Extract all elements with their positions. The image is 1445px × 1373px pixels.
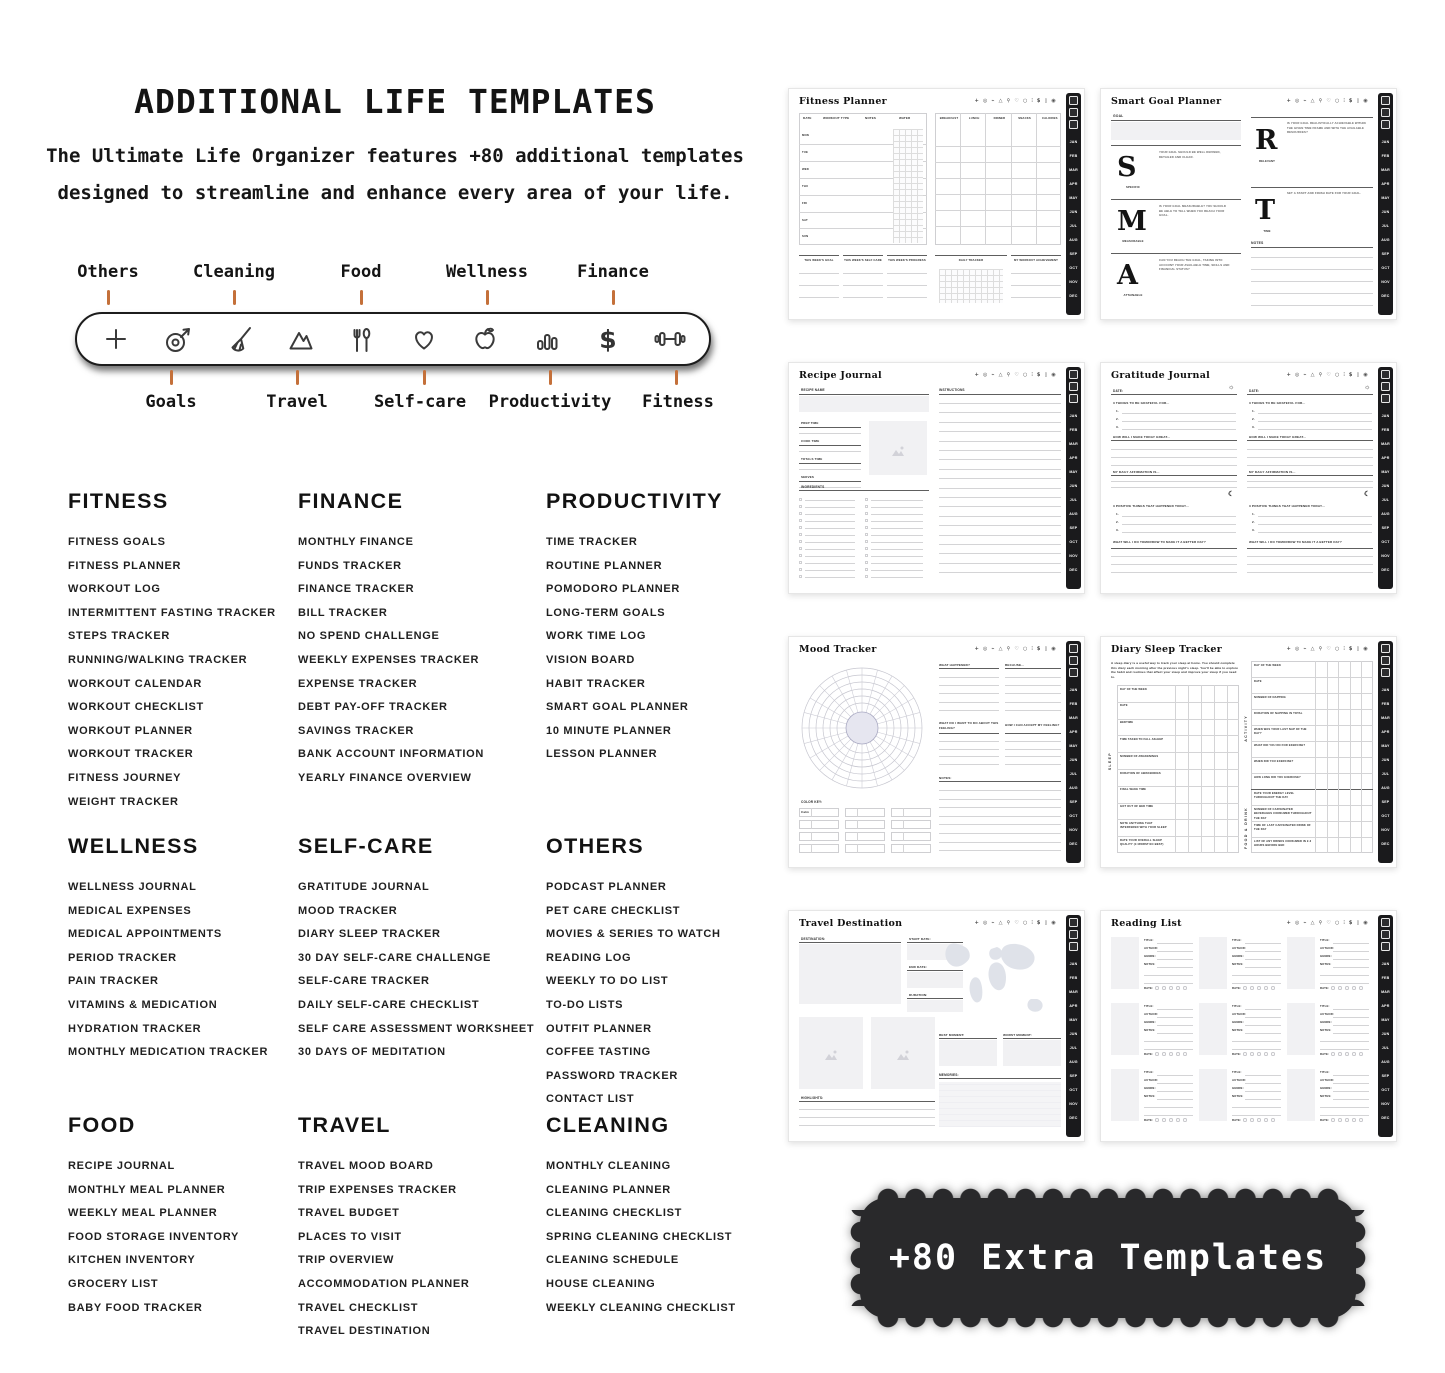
template-preview-smart-goal-planner: GOAL S SPECIFIC YOUR GOAL SHOULD BE WELL DEFINED, DETAILED AND CLEAR. M MEASURABLE IS YOUR GOAL MEASURABLE? YOU SHOULD BE ABLE TO TELL WHEN YOU REACH YOUR GOAL. A ATTAINABLE CAN YOU REACH THE GOAL, TAKING INTO ACCOUNT YOUR AVAILABLE TIME, SKILLS AND FINANCIAL STATUS? R RELEVANT IS YOUR GOAL REALISTICALLY ACHIEVABLE WITHIN THE GIVEN TIME FRAME AND WITH THE AVAILABLE RESOURCES? T TIME SET A START AND FINISH DATE FOR YOUR GOAL. NOTES Smart Goal Planner + ◎ ⌁ △ ⚲ ♡ ○ ⫶ $ ▯ ◉ JAN FEB MAR APR MAY JUN JUL AUG SEP OCT NOV DEC [1100, 88, 1397, 320]
month-tab: FEB [1069, 154, 1078, 159]
template-list-item: SELF-CARE TRACKER [298, 975, 430, 988]
template-list-item: WORKOUT CALENDAR [68, 677, 203, 690]
label-goals: Goals [145, 392, 197, 412]
heart-icon [407, 322, 441, 356]
template-list-item: COFFEE TASTING [546, 1046, 651, 1059]
sidebar-tool-icon [1381, 644, 1390, 653]
template-list-item: BABY FOOD TRACKER [68, 1301, 203, 1314]
month-tab-bar [1066, 93, 1081, 315]
template-list-item: MEDICAL EXPENSES [68, 904, 192, 917]
month-tab: FEB [1381, 976, 1390, 981]
month-tab: JUL [1069, 498, 1078, 503]
extra-templates-badge [860, 1198, 1356, 1318]
sidebar-tool-icon [1381, 668, 1390, 677]
template-list-item: CLEANING SCHEDULE [546, 1254, 679, 1267]
month-tab: OCT [1069, 814, 1078, 819]
template-list-item: TIME TRACKER [546, 536, 638, 548]
page-toolbar-icons: + ◎ ⌁ △ ⚲ ♡ ○ ⫶ $ ▯ ◉ [974, 646, 1057, 652]
category-title: WELLNESS [68, 834, 199, 858]
month-tab: JAN [1381, 414, 1390, 419]
category-productivity [546, 489, 778, 767]
template-list-item: GROCERY LIST [68, 1277, 159, 1290]
month-tab: JUN [1381, 484, 1390, 489]
template-list-item: PODCAST PLANNER [546, 881, 667, 893]
month-tab: NOV [1069, 554, 1078, 559]
template-list-item: 30 DAYS OF MEDITATION [298, 1046, 446, 1059]
template-list-item: PET CARE CHECKLIST [546, 904, 681, 917]
label-others: Others [77, 262, 139, 282]
dumbbell-icon [653, 322, 687, 356]
month-tab: MAR [1381, 716, 1390, 721]
month-tab: JAN [1381, 140, 1390, 145]
month-tab: NOV [1381, 280, 1390, 285]
preview-title: Fitness Planner [799, 96, 887, 107]
month-tab: FEB [1069, 976, 1078, 981]
sidebar-tool-icon [1069, 108, 1078, 117]
month-tab-bar [1378, 641, 1393, 863]
template-list-item: TRAVEL CHECKLIST [298, 1301, 419, 1314]
month-tab: SEP [1381, 252, 1390, 257]
month-tab: MAR [1381, 168, 1390, 173]
template-list-item: ROUTINE PLANNER [546, 559, 663, 572]
month-tab-bar [1378, 93, 1393, 315]
template-list-item: WORKOUT TRACKER [68, 748, 194, 761]
template-preview-mood-tracker: COLOR KEY: Calm WHAT HAPPENED? BECAUSE... WHAT DO I WANT TO DO ABOUT THIS FEELING? HOW I CAN ACCEPT MY FEELING? NOTES: Mood Tracker + ◎ ⌁ △ ⚲ ♡ ○ ⫶ $ ▯ ◉ JAN FEB MAR APR MAY JUN JUL AUG SEP OCT NOV DEC [788, 636, 1085, 868]
label-travel: Travel [266, 392, 328, 412]
template-list-item: SELF CARE ASSESSMENT WORKSHEET [298, 1022, 535, 1035]
template-list-item: CLEANING PLANNER [546, 1183, 671, 1196]
sidebar-tool-icon [1069, 370, 1078, 379]
template-preview-recipe-journal: RECIPE NAME PREP TIME COOK TIME TOTALS TIME SERVES INGREDIENTS INSTRUCTIONS Recipe Journal + ◎ ⌁ △ ⚲ ♡ ○ ⫶ $ ▯ ◉ JAN FEB MAR APR MAY JUN JUL AUG SEP OCT NOV DEC [788, 362, 1085, 594]
sidebar-tool-icon [1381, 382, 1390, 391]
template-list-item: FITNESS PLANNER [68, 559, 182, 572]
template-list-item: TRAVEL MOOD BOARD [298, 1160, 434, 1172]
month-tab-bar [1066, 367, 1081, 589]
category-selfcare [298, 834, 535, 1065]
month-tab: SEP [1069, 1074, 1078, 1079]
template-list-item: WORKOUT PLANNER [68, 724, 193, 737]
template-list-item: DIARY SLEEP TRACKER [298, 928, 441, 941]
sidebar-tool-icon [1381, 370, 1390, 379]
preview-title: Recipe Journal [799, 370, 882, 381]
month-tab: NOV [1381, 828, 1390, 833]
month-tab: AUG [1381, 1060, 1390, 1065]
month-tab: JUL [1381, 224, 1390, 229]
month-tab: SEP [1381, 526, 1390, 531]
category-title: CLEANING [546, 1113, 670, 1137]
month-tab-bar [1066, 641, 1081, 863]
tick-fitness [675, 370, 678, 385]
label-cleaning: Cleaning [193, 262, 275, 282]
month-tab: FEB [1381, 702, 1390, 707]
month-tab: DEC [1069, 842, 1078, 847]
month-tab: FEB [1069, 702, 1078, 707]
template-list-item: MONTHLY MEAL PLANNER [68, 1183, 226, 1196]
template-list-item: EXPENSE TRACKER [298, 677, 418, 690]
template-list-item: FINANCE TRACKER [298, 583, 415, 596]
month-tab: MAR [1069, 168, 1078, 173]
month-tab: MAY [1381, 1018, 1390, 1023]
template-preview-reading-list: TITLE: AUTHOR: GENRE: NOTES: RATE: TITLE: AUTHOR: GENRE: NOTES: RATE: TITLE: AUTHOR: GENRE: NOTES: RATE: TITLE: AUTHOR: GENRE: NOTES: RATE: TITLE: AUTHOR: GENRE: NOTES: RATE: TITLE: AUTHOR: GENRE: NOTES: RATE: TITLE: AUTHOR: GENRE: NOTES: RATE: TITLE: AUTHOR: GENRE: NOTES: RATE: TITLE: AUTHOR: GENRE: NOTES: RATE: Reading List + ◎ ⌁ △ ⚲ ♡ ○ ⫶ $ ▯ ◉ JAN FEB MAR APR MAY JUN JUL AUG SEP OCT NOV DEC [1100, 910, 1397, 1142]
month-tab: APR [1069, 730, 1078, 735]
template-list-item: INTERMITTENT FASTING TRACKER [68, 606, 276, 619]
template-list-item: MEDICAL APPOINTMENTS [68, 928, 222, 941]
sidebar-tool-icon [1381, 96, 1390, 105]
month-tab-bar [1066, 915, 1081, 1137]
month-tab: SEP [1069, 526, 1078, 531]
sidebar-tool-icon [1381, 108, 1390, 117]
template-list-item: WORK TIME LOG [546, 630, 647, 643]
sidebar-tool-icon [1381, 394, 1390, 403]
template-list-item: FOOD STORAGE INVENTORY [68, 1230, 240, 1243]
month-tab: OCT [1069, 540, 1078, 545]
page-toolbar-icons: + ◎ ⌁ △ ⚲ ♡ ○ ⫶ $ ▯ ◉ [1286, 98, 1369, 104]
category-title: FITNESS [68, 489, 169, 513]
month-tab: OCT [1381, 814, 1390, 819]
template-list-item: HOUSE CLEANING [546, 1277, 656, 1290]
subtitle-line-1: The Ultimate Life Organizer features +80 additional templates [46, 145, 744, 167]
template-list-item: 10 MINUTE PLANNER [546, 724, 672, 737]
template-list-item: TRAVEL DESTINATION [298, 1325, 431, 1338]
month-tab: DEC [1381, 568, 1390, 573]
category-title: SELF-CARE [298, 834, 434, 858]
category-title: FINANCE [298, 489, 404, 513]
template-list-item: TRIP OVERVIEW [298, 1254, 395, 1267]
month-tab: NOV [1069, 1102, 1078, 1107]
month-tab: OCT [1381, 1088, 1390, 1093]
template-list-item: MOOD TRACKER [298, 904, 398, 917]
cutlery-icon [345, 322, 379, 356]
sidebar-tool-icon [1381, 656, 1390, 665]
category-others [546, 834, 778, 1112]
template-list-item: PAIN TRACKER [68, 975, 159, 988]
label-food: Food [340, 262, 382, 282]
sidebar-tool-icon [1069, 382, 1078, 391]
month-tab: MAY [1069, 196, 1078, 201]
month-tab: JUL [1381, 498, 1390, 503]
sidebar-tool-icon [1069, 656, 1078, 665]
month-tab: OCT [1381, 540, 1390, 545]
month-tab: APR [1069, 182, 1078, 187]
month-tab: APR [1381, 1004, 1390, 1009]
month-tab: AUG [1381, 238, 1390, 243]
label-finance: Finance [577, 262, 649, 282]
month-tab: MAY [1069, 744, 1078, 749]
template-list-item: MONTHLY FINANCE [298, 536, 414, 548]
template-list-item: MOVIES & SERIES TO WATCH [546, 928, 721, 941]
tick-others [107, 290, 110, 305]
sidebar-tool-icon [1069, 96, 1078, 105]
template-list-item: READING LOG [546, 951, 632, 964]
category-title: OTHERS [546, 834, 644, 858]
template-preview-diary-sleep-tracker: A sleep diary is a useful way to track your sleep at home. You should complete this diary each morning after the previous night's sleep. You'll be able to explore the habit and routines that affect your sleep and improve your sleep if you need to. SLEEP DAY OF THE WEEK DATE BEDTIME TIME TAKEN TO FALL ASLEEP NUMBER OF AWAKENINGS DURATION OF AWAKENINGS FINAL WAKE TIME GOT OUT OF BED TIME NOTE ANYTHING THAT INTERFERED WITH YOUR SLEEP RATE YOUR OVERALL SLEEP QUALITY (1=WORST/10=BEST) ACTIVITY FOOD & DRINK DAY OF THE WEEK DATE NUMBER OF NAPPING DURATION OF NAPPING IN TOTAL WHEN WAS YOUR LAST NAP OF THE DAY? WHAT DID YOU DO FOR EXERCISE? WHEN DID YOU EXERCISE? HOW LONG DID YOU EXERCISE? RATE YOUR ENERGY LEVEL THROUGHOUT THE DAY NUMBER OF CAFFEINATED BEVERAGES CONSUMED THROUGHOUT THE DAY TIME OF LAST CAFFEINATED DRINK OF THE DAY LIST OF ANY DRINKS CONSUMED IN 2-3 HOURS BEFORE BED Diary Sleep Tracker + ◎ ⌁ △ ⚲ ♡ ○ ⫶ $ ▯ ◉ JAN FEB MAR APR MAY JUN JUL AUG SEP OCT NOV DEC [1100, 636, 1397, 868]
template-list-item: DAILY SELF-CARE CHECKLIST [298, 998, 480, 1011]
month-tab: SEP [1069, 252, 1078, 257]
preview-title: Smart Goal Planner [1111, 96, 1222, 107]
template-list-item: KITCHEN INVENTORY [68, 1254, 196, 1267]
template-list-item: ACCOMMODATION PLANNER [298, 1277, 470, 1290]
month-tab: MAR [1381, 990, 1390, 995]
month-tab: MAR [1069, 716, 1078, 721]
month-tab: JUN [1381, 210, 1390, 215]
template-list-item: WELLNESS JOURNAL [68, 881, 197, 893]
template-list-item: WORKOUT LOG [68, 583, 161, 596]
page-subtitle [30, 138, 760, 212]
template-list-item: LONG-TERM GOALS [546, 606, 666, 619]
sidebar-tool-icon [1381, 942, 1390, 951]
label-selfcare: Self-care [373, 392, 467, 412]
page-toolbar-icons: + ◎ ⌁ △ ⚲ ♡ ○ ⫶ $ ▯ ◉ [1286, 920, 1369, 926]
month-tab: JAN [1069, 688, 1078, 693]
page-toolbar-icons: + ◎ ⌁ △ ⚲ ♡ ○ ⫶ $ ▯ ◉ [1286, 372, 1369, 378]
sidebar-tool-icon [1069, 930, 1078, 939]
month-tab: DEC [1069, 568, 1078, 573]
template-list-item: HABIT TRACKER [546, 677, 646, 690]
month-tab-bar [1378, 367, 1393, 589]
template-list-item: LESSON PLANNER [546, 748, 658, 761]
month-tab: AUG [1069, 1060, 1078, 1065]
month-tab: JAN [1069, 962, 1078, 967]
template-list-item: POMODORO PLANNER [546, 583, 681, 596]
month-tab: NOV [1381, 1102, 1390, 1107]
tick-cleaning [233, 290, 236, 305]
category-title: PRODUCTIVITY [546, 489, 723, 513]
month-tab: JUN [1069, 484, 1078, 489]
month-tab: NOV [1069, 828, 1078, 833]
template-list-item: MONTHLY MEDICATION TRACKER [68, 1046, 269, 1059]
month-tab: JUN [1069, 210, 1078, 215]
tick-travel [296, 370, 299, 385]
template-list-item: OUTFIT PLANNER [546, 1022, 652, 1035]
mountains-icon [284, 322, 318, 356]
template-list-item: CLEANING CHECKLIST [546, 1207, 683, 1220]
month-tab: JUN [1069, 1032, 1078, 1037]
month-tab: APR [1381, 456, 1390, 461]
month-tab: FEB [1381, 154, 1390, 159]
icon-pill [75, 312, 711, 366]
month-tab: FEB [1069, 428, 1078, 433]
template-list-item: SAVINGS TRACKER [298, 724, 415, 737]
month-tab: SEP [1381, 1074, 1390, 1079]
month-tab: APR [1381, 730, 1390, 735]
tick-productivity [549, 370, 552, 385]
month-tab: JAN [1069, 140, 1078, 145]
month-tab: MAR [1381, 442, 1390, 447]
category-cleaning [546, 1113, 778, 1320]
category-food [68, 1113, 300, 1320]
month-tab: OCT [1381, 266, 1390, 271]
month-tab: JAN [1069, 414, 1078, 419]
page-title: ADDITIONAL LIFE TEMPLATES [134, 82, 656, 121]
month-tab: NOV [1381, 554, 1390, 559]
template-list-item: WEEKLY EXPENSES TRACKER [298, 653, 480, 666]
template-list-item: HYDRATION TRACKER [68, 1022, 202, 1035]
template-list-item: SPRING CLEANING CHECKLIST [546, 1230, 733, 1243]
template-list-item: VISION BOARD [546, 653, 636, 666]
category-wellness [68, 834, 300, 1065]
template-preview-gratitude-journal: DATE: ☼ 3 THINGS TO BE GRATEFUL FOR... 1. 2. 3. HOW WILL I MAKE TODAY GREAT... MY DAILY AFFIRMATION IS... ☾ 3 POSITIVE THINGS THAT HAPPENED TODAY... 1. 2. 3. WHAT WILL I DO TOMORROW TO MAKE IT A BETTER DAY? DATE: ☼ 3 THINGS TO BE GRATEFUL FOR... 1. 2. 3. HOW WILL I MAKE TODAY GREAT... MY DAILY AFFIRMATION IS... ☾ 3 POSITIVE THINGS THAT HAPPENED TODAY... 1. 2. 3. WHAT WILL I DO TOMORROW TO MAKE IT A BETTER DAY? Gratitude Journal + ◎ ⌁ △ ⚲ ♡ ○ ⫶ $ ▯ ◉ JAN FEB MAR APR MAY JUN JUL AUG SEP OCT NOV DEC [1100, 362, 1397, 594]
month-tab-bar [1378, 915, 1393, 1137]
month-tab: JUN [1381, 1032, 1390, 1037]
apple-icon [468, 322, 502, 356]
tick-goals [170, 370, 173, 385]
sidebar-tool-icon [1381, 930, 1390, 939]
category-finance [298, 489, 530, 791]
month-tab: JUN [1069, 758, 1078, 763]
page-toolbar-icons: + ◎ ⌁ △ ⚲ ♡ ○ ⫶ $ ▯ ◉ [974, 98, 1057, 104]
month-tab: JUL [1069, 1046, 1078, 1051]
dollar-icon [591, 322, 625, 356]
month-tab: AUG [1069, 238, 1078, 243]
template-list-item: STEPS TRACKER [68, 630, 170, 643]
template-list-item: NO SPEND CHALLENGE [298, 630, 440, 643]
template-list-item: FITNESS GOALS [68, 536, 166, 548]
bar-chart-icon [530, 322, 564, 356]
page-toolbar-icons: + ◎ ⌁ △ ⚲ ♡ ○ ⫶ $ ▯ ◉ [974, 920, 1057, 926]
tick-selfcare [423, 370, 426, 385]
template-list-item: BILL TRACKER [298, 606, 388, 619]
category-title: FOOD [68, 1113, 136, 1137]
broom-icon [222, 322, 256, 356]
month-tab: JAN [1381, 962, 1390, 967]
month-tab: JAN [1381, 688, 1390, 693]
month-tab: NOV [1069, 280, 1078, 285]
template-list-item: TRAVEL BUDGET [298, 1207, 400, 1220]
label-fitness: Fitness [642, 392, 714, 412]
template-list-item: BANK ACCOUNT INFORMATION [298, 748, 485, 761]
month-tab: OCT [1069, 266, 1078, 271]
template-list-item: YEARLY FINANCE OVERVIEW [298, 771, 472, 784]
month-tab: MAR [1069, 990, 1078, 995]
month-tab: AUG [1381, 786, 1390, 791]
template-list-item: MONTHLY CLEANING [546, 1160, 671, 1172]
month-tab: AUG [1069, 786, 1078, 791]
sidebar-tool-icon [1069, 942, 1078, 951]
template-list-item: WEEKLY MEAL PLANNER [68, 1207, 218, 1220]
template-list-item: CONTACT LIST [546, 1093, 635, 1106]
month-tab: DEC [1069, 1116, 1078, 1121]
template-list-item: TO-DO LISTS [546, 998, 624, 1011]
template-list-item: VITAMINS & MEDICATION [68, 998, 218, 1011]
sidebar-tool-icon [1069, 918, 1078, 927]
month-tab: OCT [1069, 1088, 1078, 1093]
page-toolbar-icons: + ◎ ⌁ △ ⚲ ♡ ○ ⫶ $ ▯ ◉ [1286, 646, 1369, 652]
label-wellness: Wellness [446, 262, 528, 282]
template-list-item: PLACES TO VISIT [298, 1230, 402, 1243]
template-list-item: GRATITUDE JOURNAL [298, 881, 430, 893]
template-list-item: PERIOD TRACKER [68, 951, 177, 964]
month-tab: JUN [1381, 758, 1390, 763]
month-tab: APR [1069, 1004, 1078, 1009]
template-list-item: 30 DAY SELF-CARE CHALLENGE [298, 951, 492, 964]
template-list-item: WEEKLY CLEANING CHECKLIST [546, 1301, 736, 1314]
sidebar-tool-icon [1069, 644, 1078, 653]
month-tab: JUL [1381, 1046, 1390, 1051]
template-list-item: PASSWORD TRACKER [546, 1069, 678, 1082]
month-tab: MAR [1069, 442, 1078, 447]
extra-templates-badge-label: +80 Extra Templates [888, 1238, 1328, 1278]
template-list-item: FUNDS TRACKER [298, 559, 402, 572]
month-tab: DEC [1381, 1116, 1390, 1121]
month-tab: MAY [1381, 744, 1390, 749]
sidebar-tool-icon [1381, 918, 1390, 927]
preview-title: Reading List [1111, 918, 1182, 929]
category-title: TRAVEL [298, 1113, 391, 1137]
category-travel [298, 1113, 530, 1344]
month-tab: FEB [1381, 428, 1390, 433]
category-fitness [68, 489, 300, 814]
template-list-item: WORKOUT CHECKLIST [68, 701, 204, 714]
plus-icon [99, 322, 133, 356]
sidebar-tool-icon [1381, 120, 1390, 129]
month-tab: JUL [1381, 772, 1390, 777]
month-tab: DEC [1069, 294, 1078, 299]
target-icon [161, 322, 195, 356]
sidebar-tool-icon [1069, 120, 1078, 129]
label-productivity: Productivity [488, 392, 612, 412]
tick-wellness [486, 290, 489, 305]
month-tab: DEC [1381, 842, 1390, 847]
month-tab: DEC [1381, 294, 1390, 299]
month-tab: JUL [1069, 772, 1078, 777]
sidebar-tool-icon [1069, 668, 1078, 677]
template-list-item: TRIP EXPENSES TRACKER [298, 1183, 457, 1196]
subtitle-line-2: designed to streamline and enhance every area of your life. [57, 182, 733, 204]
template-list-item: RUNNING/WALKING TRACKER [68, 653, 248, 666]
template-list-item: WEEKLY TO DO LIST [546, 975, 669, 988]
template-list-item: SMART GOAL PLANNER [546, 701, 689, 714]
preview-title: Mood Tracker [799, 644, 877, 655]
page-toolbar-icons: + ◎ ⌁ △ ⚲ ♡ ○ ⫶ $ ▯ ◉ [974, 372, 1057, 378]
template-list-item: WEIGHT TRACKER [68, 795, 179, 808]
template-list-item: DEBT PAY-OFF TRACKER [298, 701, 448, 714]
month-tab: AUG [1069, 512, 1078, 517]
template-preview-fitness-planner: DATE WORKOUT TYPE NOTES WATER MON TUE WED THU FRI SAT SUN BREAKFAST LUNCH DINNER SNACKS CALORIES THIS WEEK'S GOAL THIS WEEK'S SELF CARE THIS WEEK'S PROGRESS DAILY TRACKER MY WORKOUT ACHIEVEMENT Fitness Planner + ◎ ⌁ △ ⚲ ♡ ○ ⫶ $ ▯ ◉ JAN FEB MAR APR MAY JUN JUL AUG SEP OCT NOV DEC [788, 88, 1085, 320]
sidebar-tool-icon [1069, 394, 1078, 403]
month-tab: JUL [1069, 224, 1078, 229]
tick-finance [612, 290, 615, 305]
template-list-item: FITNESS JOURNEY [68, 771, 182, 784]
tick-food [360, 290, 363, 305]
month-tab: APR [1069, 456, 1078, 461]
svg-text:$: $ [599, 325, 618, 354]
template-preview-travel-destination: DESTINATION: START DATE: END DATE: DURATION: HIGHLIGHTS: BEST MOMENT: WORST MOMENT: MEMORIES: Travel Destination + ◎ ⌁ △ ⚲ ♡ ○ ⫶ $ ▯ ◉ JAN FEB MAR APR MAY JUN JUL AUG SEP OCT NOV DEC [788, 910, 1085, 1142]
month-tab: SEP [1381, 800, 1390, 805]
month-tab: MAY [1381, 196, 1390, 201]
month-tab: AUG [1381, 512, 1390, 517]
month-tab: SEP [1069, 800, 1078, 805]
month-tab: MAY [1381, 470, 1390, 475]
month-tab: APR [1381, 182, 1390, 187]
preview-title: Diary Sleep Tracker [1111, 644, 1222, 655]
preview-title: Gratitude Journal [1111, 370, 1211, 381]
preview-title: Travel Destination [799, 918, 903, 929]
month-tab: MAY [1069, 1018, 1078, 1023]
month-tab: MAY [1069, 470, 1078, 475]
template-list-item: RECIPE JOURNAL [68, 1160, 175, 1172]
